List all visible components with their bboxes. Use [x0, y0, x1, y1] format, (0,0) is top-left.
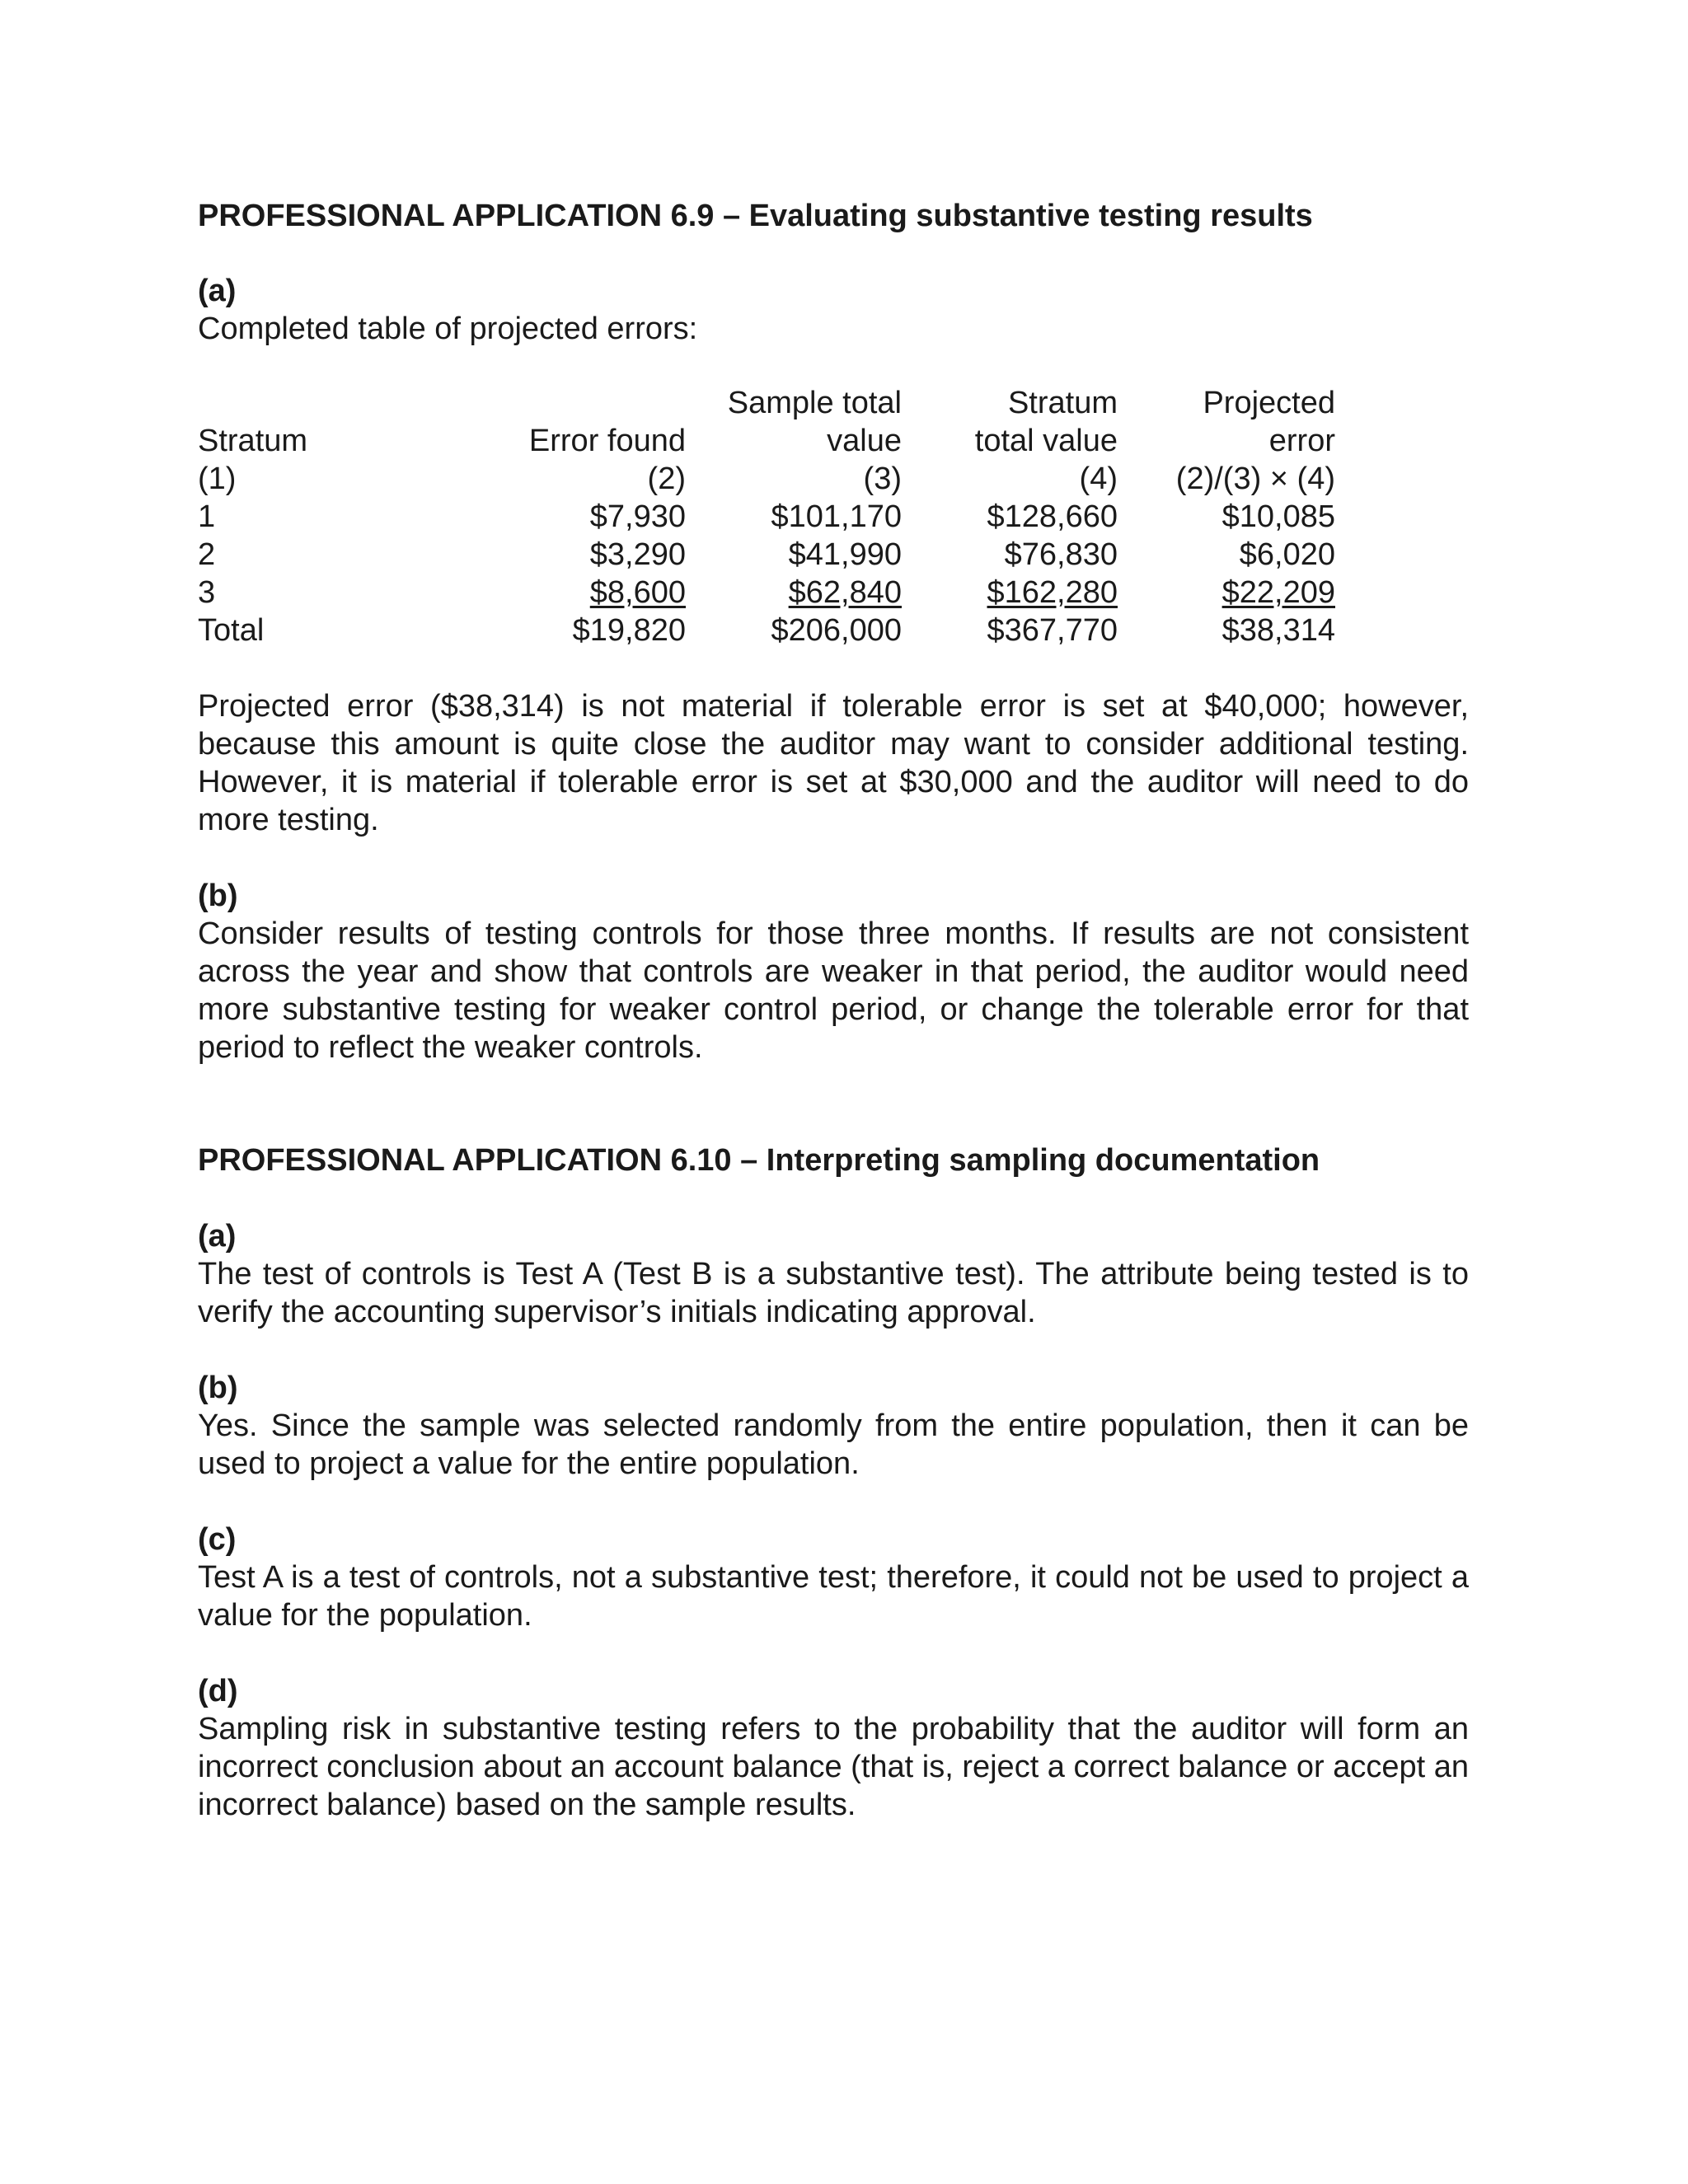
table-cell: $367,770 — [987, 613, 1118, 648]
paragraph-6-9-a: Projected error ($38,314) is not material if tolerable error is set at $40,000; however, because this amount is quite close the auditor may want to consider additional testing. However, it is material if tolerable error is set at $30,000 and the auditor will need to do more testing. — [198, 689, 1469, 837]
projected-errors-table — [198, 384, 1335, 649]
section-heading-6-10: PROFESSIONAL APPLICATION 6.10 – Interpreting sampling documentation — [198, 1143, 1320, 1178]
section-heading-6-9: PROFESSIONAL APPLICATION 6.9 – Evaluating substantive testing results — [198, 199, 1313, 233]
table-header-cell: Error found — [528, 424, 686, 458]
part-b-label: (b) — [198, 1371, 238, 1405]
table-cell: 2 — [198, 537, 216, 572]
table-intro: Completed table of projected errors: — [198, 312, 698, 346]
table-cell: Total — [198, 613, 265, 648]
table-header-cell: Stratum — [1007, 386, 1118, 420]
table-header-cell: Stratum — [198, 424, 308, 458]
table-header-row — [198, 422, 1335, 460]
table-cell: $6,020 — [1239, 537, 1335, 572]
table-total-row — [198, 612, 1335, 649]
table-cell: $76,830 — [1004, 537, 1118, 572]
table-cell: $19,820 — [572, 613, 686, 648]
table-header-cell: error — [1268, 424, 1335, 458]
table-header-cell: (2) — [647, 462, 686, 496]
table-header-row — [198, 460, 1335, 498]
table-cell: $22,209 — [1221, 575, 1335, 610]
table-cell: $8,600 — [589, 575, 686, 610]
table-cell: $101,170 — [771, 499, 902, 534]
table-header-cell: (1) — [198, 462, 237, 496]
paragraph-6-10-d: Sampling risk in substantive testing refers to the probability that the auditor will form an incorrect conclusion about an account balance (that is, reject a correct balance or accept an incorrect balance) based on the sample results. — [198, 1712, 1469, 1822]
table-header-cell: value — [827, 424, 902, 458]
paragraph-6-9-b: Consider results of testing controls for those three months. If results are not consistent across the year and show that controls are weaker in that period, the auditor would need more substantive testing for weaker control period, or change the tolerable error for that period to reflect the weaker controls. — [198, 916, 1469, 1065]
table-cell: 1 — [198, 499, 216, 534]
table-row — [198, 574, 1335, 612]
table-header-cell: (4) — [1079, 462, 1118, 496]
table-header-cell: (2)/(3) × (4) — [1175, 462, 1335, 496]
table-header-cell — [198, 384, 490, 422]
paragraph-6-10-b: Yes. Since the sample was selected randomly from the entire population, then it can be used to project a value for the entire population. — [198, 1408, 1469, 1481]
part-a-label: (a) — [198, 274, 237, 308]
part-a-label: (a) — [198, 1219, 237, 1254]
table-header-cell: (3) — [863, 462, 902, 496]
table-cell: $128,660 — [987, 499, 1118, 534]
table-cell: $206,000 — [771, 613, 902, 648]
table-row — [198, 536, 1335, 574]
table-cell: $38,314 — [1221, 613, 1335, 648]
paragraph-6-10-c: Test A is a test of controls, not a substantive test; therefore, it could not be used to project a value for the population. — [198, 1560, 1469, 1633]
paragraph-6-10-a: The test of controls is Test A (Test B is a substantive test). The attribute being tested is to verify the accounting supervisor’s initials indicating approval. — [198, 1257, 1469, 1329]
table-cell: $62,840 — [788, 575, 902, 610]
table-cell: $7,930 — [589, 499, 686, 534]
table-header-cell: total value — [974, 424, 1118, 458]
part-c-label: (c) — [198, 1522, 237, 1557]
table-cell: 3 — [198, 575, 216, 610]
table-cell: $3,290 — [589, 537, 686, 572]
table-header-cell: Projected — [1203, 386, 1335, 420]
table-cell: $41,990 — [788, 537, 902, 572]
table-header-cell — [490, 384, 686, 422]
table-header-cell: Sample total — [727, 386, 902, 420]
part-b-label: (b) — [198, 879, 238, 913]
table-header-row — [198, 384, 1335, 422]
table-row — [198, 498, 1335, 536]
table-cell: $10,085 — [1221, 499, 1335, 534]
table-cell: $162,280 — [987, 575, 1118, 610]
part-d-label: (d) — [198, 1674, 238, 1708]
